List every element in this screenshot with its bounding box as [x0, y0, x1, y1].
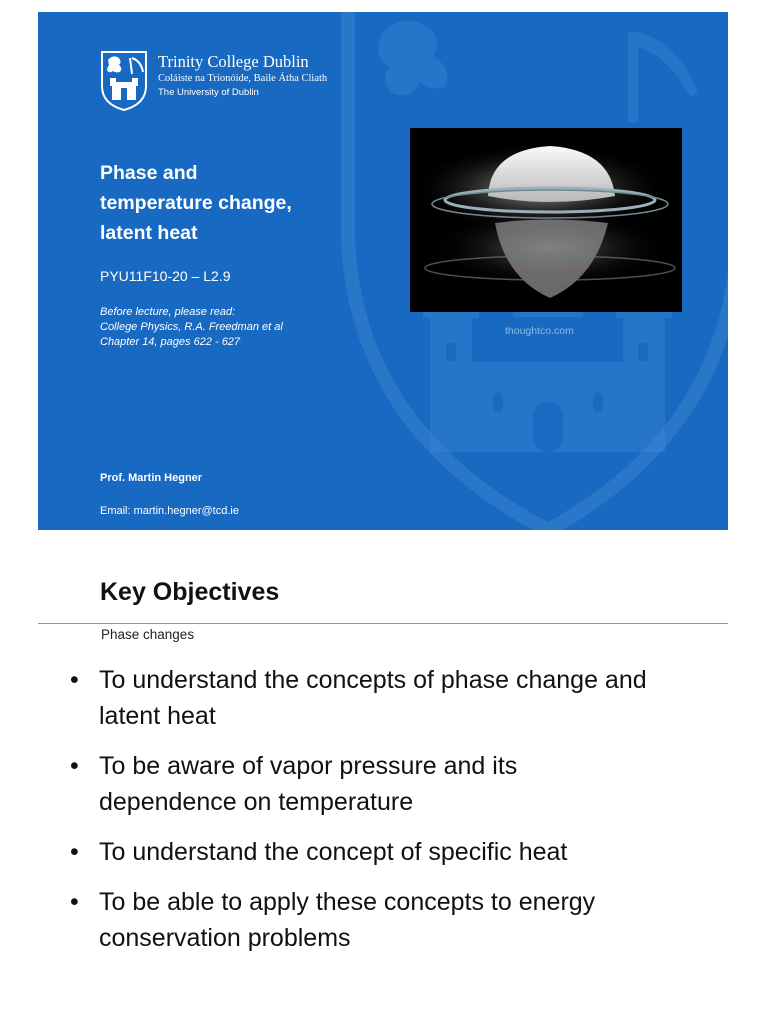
lecture-title [100, 158, 340, 248]
reading-note [100, 305, 283, 350]
objectives-subtitle: Phase changes [101, 627, 195, 642]
objectives-title: Key Objectives [100, 578, 280, 606]
reading-note-line: College Physics, R.A. Freedman et al [100, 321, 283, 333]
list-item-line: latent heat [99, 702, 216, 730]
bullet-icon: • [70, 888, 79, 916]
objectives-list [70, 662, 720, 970]
dry-ice-photo [410, 128, 682, 312]
lecture-title-line: temperature change, [100, 192, 292, 214]
bullet-icon: • [70, 838, 79, 866]
logo-college-name: Trinity College Dublin [158, 52, 309, 71]
list-item-line: To be aware of vapor pressure and its [99, 752, 518, 780]
reading-note-line: Before lecture, please read: [100, 306, 236, 318]
tcd-logo [100, 50, 340, 120]
list-item [70, 748, 720, 820]
reading-note-line: Chapter 14, pages 622 - 627 [100, 336, 241, 348]
title-slide [38, 12, 728, 530]
bullet-icon: • [70, 666, 79, 694]
dry-ice-illustration [410, 128, 682, 312]
list-item-line: To understand the concept of specific heat [99, 838, 568, 866]
list-item [70, 834, 720, 870]
list-item [70, 662, 720, 734]
professor-name: Prof. Martin Hegner [100, 472, 203, 484]
list-item-line: To be able to apply these concepts to energy [99, 888, 596, 916]
photo-credit: thoughtco.com [505, 325, 574, 337]
lecture-title-line: Phase and [100, 162, 198, 184]
bullet-icon: • [70, 752, 79, 780]
list-item-line: dependence on temperature [99, 788, 414, 816]
professor-email: Email: martin.hegner@tcd.ie [100, 505, 239, 517]
lecture-title-line: latent heat [100, 222, 198, 244]
course-code: PYU11F10-20 – L2.9 [100, 268, 231, 284]
list-item-line: To understand the concepts of phase change and [99, 666, 647, 694]
list-item [70, 884, 720, 956]
title-divider [38, 623, 728, 624]
list-item-line: conservation problems [99, 924, 351, 952]
tcd-crest-icon [100, 50, 148, 112]
logo-university: The University of Dublin [158, 87, 259, 98]
logo-irish-name: Coláiste na Tríonóide, Baile Átha Cliath [158, 73, 328, 84]
